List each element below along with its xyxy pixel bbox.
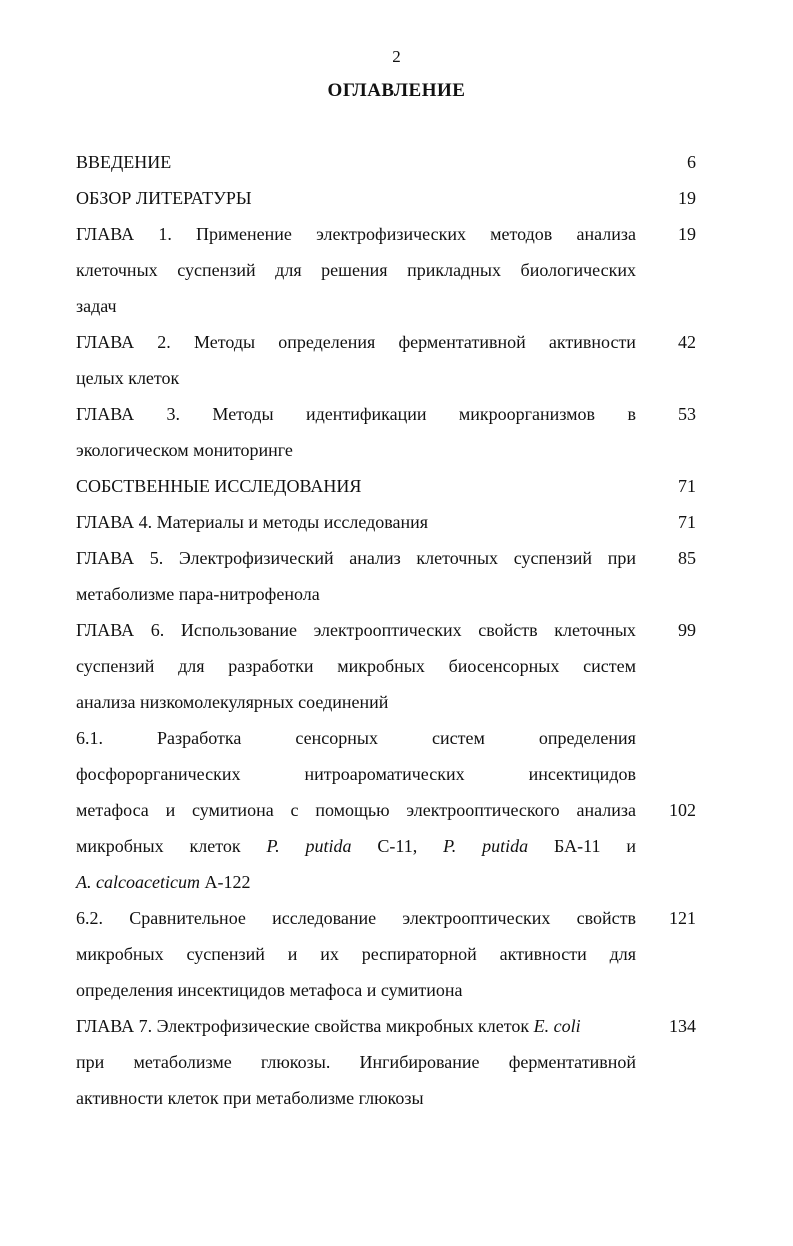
toc-page-ref: 102 — [669, 800, 696, 820]
species-name: P. — [266, 836, 280, 856]
strain-label: А-122 — [199, 872, 251, 892]
toc-page-ref: 85 — [678, 548, 696, 568]
toc-page-ref: 99 — [678, 620, 696, 640]
species-name: putida — [305, 836, 352, 856]
toc-entry-line: ГЛАВА 3. Методы идентификации микроорганизмов в — [76, 404, 636, 424]
toc-entry — [76, 216, 636, 324]
species-name: E. coli — [533, 1016, 581, 1036]
toc-entry-line: 6.1. Разработка сенсорных систем определения — [76, 728, 636, 748]
toc-page-ref: 19 — [678, 224, 696, 244]
toc-entry — [76, 396, 636, 468]
toc-entry-line: суспензий для разработки микробных биосенсорных систем — [76, 656, 636, 676]
toc-entry-line: ГЛАВА 1. Применение электрофизических методов анализа — [76, 224, 636, 244]
toc-entry-line: активности клеток при метаболизме глюкозы — [76, 1088, 424, 1108]
page-number: 2 — [392, 47, 401, 66]
toc-entry-line: ГЛАВА 5. Электрофизический анализ клеточных суспензий при — [76, 548, 636, 568]
toc-entry-line: микробных клеток P. putida С-11, P. putida БА-11 и — [76, 836, 636, 856]
toc-entry-line: анализа низкомолекулярных соединений — [76, 692, 389, 712]
toc-entry-line: 6.2. Сравнительное исследование электрооптических свойств — [76, 908, 636, 928]
toc-entry — [76, 504, 636, 540]
toc-entry-line: ГЛАВА 2. Методы определения ферментативной активности — [76, 332, 636, 352]
toc-page-ref: 6 — [687, 152, 696, 172]
toc-entry — [76, 324, 636, 396]
species-name: P. — [443, 836, 457, 856]
toc-page-ref: 19 — [678, 188, 696, 208]
toc-entry-line: ГЛАВА 6. Использование электрооптических свойств клеточных — [76, 620, 636, 640]
toc-entry-line: при метаболизме глюкозы. Ингибирование ферментативной — [76, 1052, 636, 1072]
page-title: ОГЛАВЛЕНИЕ — [327, 80, 466, 101]
toc-entry — [76, 540, 636, 612]
toc-entry — [76, 180, 636, 216]
toc-entry — [76, 468, 636, 504]
species-name: A. calcoaceticum — [76, 872, 200, 892]
toc-entry-line: клеточных суспензий для решения прикладных биологических — [76, 260, 636, 280]
toc-entry-line: экологическом мониторинге — [76, 440, 293, 460]
toc-entry — [76, 144, 636, 180]
toc-page-ref: 42 — [678, 332, 696, 352]
toc-entry-line: метаболизме пара-нитрофенола — [76, 584, 320, 604]
toc-entry-text: СОБСТВЕННЫЕ ИССЛЕДОВАНИЯ — [76, 476, 362, 496]
toc-entry-text: ВВЕДЕНИЕ — [76, 152, 172, 172]
toc-entry-line: ГЛАВА 7. Электрофизические свойства микробных клеток E. coli — [76, 1016, 581, 1036]
toc-entry — [76, 1008, 636, 1116]
toc-entry — [76, 612, 636, 720]
toc-entry-line: метафоса и сумитиона с помощью электрооптического анализа — [76, 800, 636, 820]
toc-page-ref: 121 — [669, 908, 696, 928]
toc-entry-line: фосфорорганических нитроароматических инсектицидов — [76, 764, 636, 784]
toc-page-ref: 134 — [669, 1016, 696, 1036]
toc-entry-line: определения инсектицидов метафоса и сумитиона — [76, 980, 463, 1000]
toc-entry — [76, 720, 636, 900]
toc-page-ref: 71 — [678, 512, 696, 532]
species-name: putida — [482, 836, 529, 856]
toc-entry-text: ОБЗОР ЛИТЕРАТУРЫ — [76, 188, 252, 208]
toc-entry-text: ГЛАВА 4. Материалы и методы исследования — [76, 512, 429, 532]
toc-page-ref: 53 — [678, 404, 696, 424]
toc-entry-line: микробных суспензий и их респираторной активности для — [76, 944, 636, 964]
toc-entry-line: задач — [76, 296, 117, 316]
toc-entry — [76, 900, 636, 1008]
toc-entry-line — [76, 864, 636, 900]
toc-page-ref: 71 — [678, 476, 696, 496]
toc-entry-line: целых клеток — [76, 368, 180, 388]
